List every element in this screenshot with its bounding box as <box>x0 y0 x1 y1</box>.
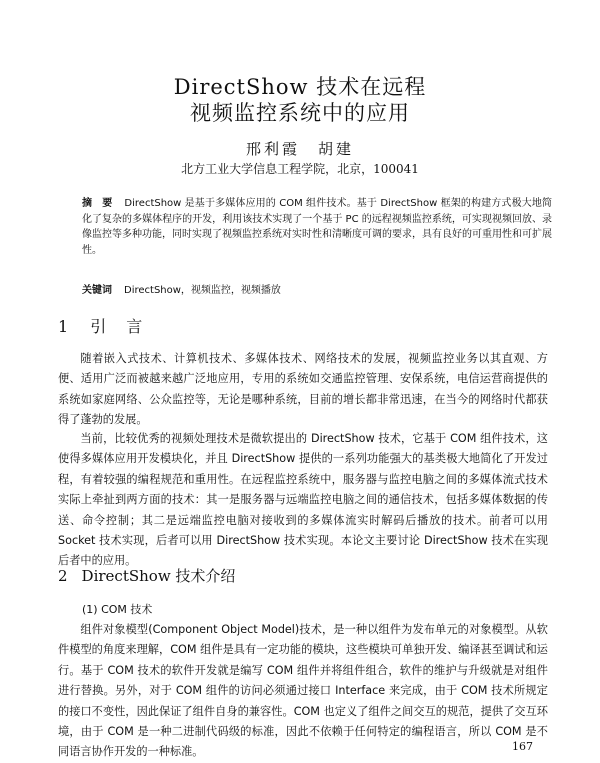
section1-paragraph-1: 随着嵌入式技术、计算机技术、多媒体技术、网络技术的发展，视频监控业务以其直观、方便、适用广泛而被越来越广泛地应用，专用的系统如交通监控管理、安保系统，电信运营商提供的系统如家庭网络、公众监控等，无论是哪种系统，目前的增长都非常迅速，在当今的网络时代都获得了蓬勃的发展。 <box>58 352 548 427</box>
abstract-text: DirectShow 是基于多媒体应用的 COM 组件技术。基于 DirectShow 框架的构建方式极大地简化了复杂的多媒体程序的开发，利用该技术实现了一个基于 PC 的远程视频监控系统，可实现视频回放、录像监控等多种功能，同时实现了视频监控系统对实时性和清晰度可调的要求，具有良好的可重用性和可扩展性。 <box>82 198 552 256</box>
abstract-label: 摘 要 <box>82 198 113 209</box>
paper-authors: 邢利霞 胡建 <box>245 140 354 158</box>
keywords-label: 关键词 <box>82 285 112 296</box>
paper-title-line1: DirectShow 技术在远程 <box>173 75 427 99</box>
section1-heading <box>58 314 144 337</box>
keywords <box>82 283 552 298</box>
abstract <box>82 196 552 258</box>
subsection-com: (1) COM 技术 <box>82 603 153 616</box>
section2-title: DirectShow 技术介绍 <box>81 567 236 585</box>
paper-affiliation: 北方工业大学信息工程学院，北京，100041 <box>181 162 419 176</box>
section1-number: 1 <box>58 317 71 336</box>
section2-heading <box>58 565 235 586</box>
paper-title-line2: 视频监控系统中的应用 <box>190 101 410 125</box>
page-number: 167 <box>512 740 533 753</box>
section1-title: 引 言 <box>90 317 145 336</box>
section2-paragraph-1: 组件对象模型(Component Object Model)技术，是一种以组件为发布单元的对象模型。从软件模型的角度来理解，COM 组件是具有一定功能的模块，这些模块可单独开发、编译甚至调试和运行。基于 COM 技术的软件开发就是编写 COM 组件并将组件组合，软件的维护与升级就是对组件进行替换。另外，对于 COM 组件的访问必须通过接口 Interface 来完成，由于 COM 技术所规定的接口不变性，因此保证了组件自身的兼容性。COM 也定义了组件之间交互的规范，提供了交互环境，由于 COM 是一种二进制代码级的标准，因此不依赖于任何特定的编程语言，所以 COM 是不同语言协作开发的一种标准。 <box>58 623 548 759</box>
section2-number: 2 <box>58 567 68 585</box>
section1-paragraph-2: 当前，比较优秀的视频处理技术是微软提出的 DirectShow 技术，它基于 COM 组件技术，这使得多媒体应用开发模块化，并且 DirectShow 提供的一系列功能强大的基类极大地简化了开发过程，有着较强的编程规范和重用性。在远程监控系统中，服务器与监控电脑之间的多媒体流式技术实际上牵扯到两方面的技术：其一是服务器与远端监控电脑之间的通信技术，包括多媒体数据的传送、命令控制；其二是远端监控电脑对接收到的多媒体流实时解码后播放的技术。前者可以用 Socket 技术实现，后者可以用 DirectShow 技术实现。本论文主要讨论 DirectShow 技术在实现后者中的应用。 <box>58 432 548 568</box>
keywords-text: DirectShow，视频监控，视频播放 <box>124 285 281 296</box>
